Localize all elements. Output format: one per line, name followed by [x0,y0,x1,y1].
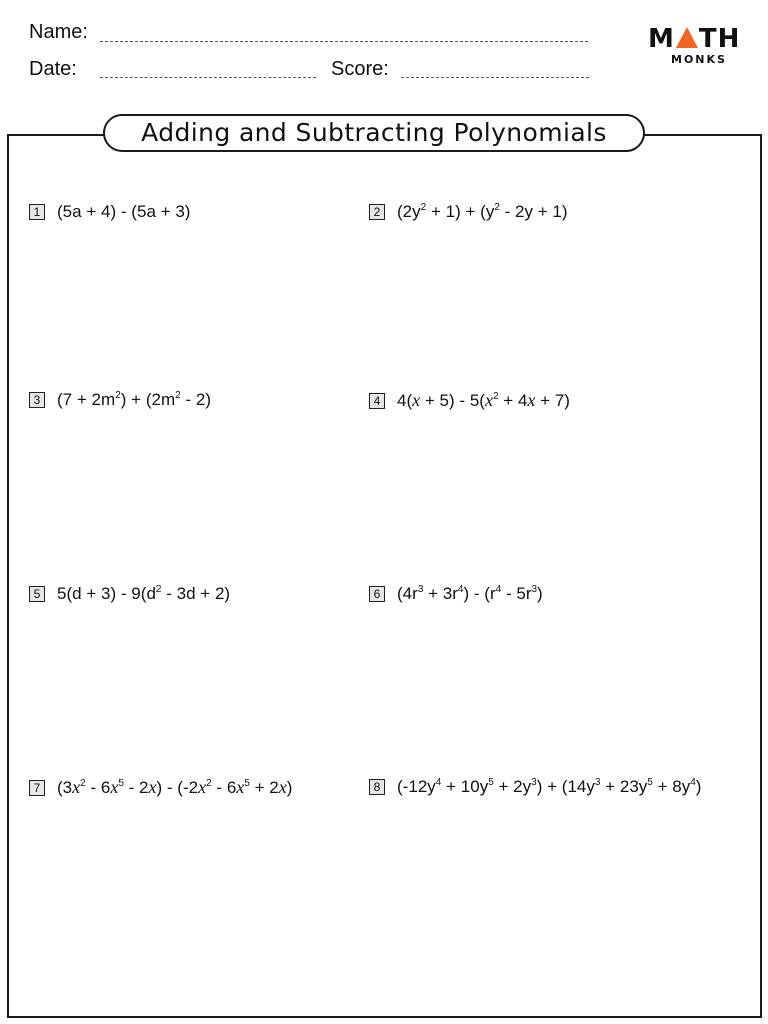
score-label: Score: [331,58,389,80]
problem-expression: $(2y^2 + 1) + (y^2 - 2y + 1)$ [397,202,568,221]
problem-expression: $5(d + 3) - 9(d^2 - 3d + 2)$ [57,584,231,603]
problem-expression: (5a + 4) - (5a + 3) [57,202,191,221]
problem-expression: $(-12y^4 + 10y^5 + 2y^3) + (14y^3 + 23y^5 + 8y^4)$ [397,777,702,796]
math-monks-logo [640,24,740,74]
triangle-icon [676,27,698,48]
problem-expression: $(4r^3 + 3r^4) - (r^4 - 5r^3)$ [397,584,543,603]
worksheet-title: Adding and Subtracting Polynomials [103,114,645,152]
problem-number: 2 [369,204,385,220]
name-label: Name: [29,21,88,43]
problem-2 [369,201,568,223]
worksheet-frame [7,134,762,1018]
problem-6 [369,583,543,605]
problem-3 [29,389,211,411]
logo-letter-t: T [698,24,718,54]
date-label: Date: [29,58,77,80]
problem-expression: $4(x + 5) - 5(x^2 + 4x + 7)$ [397,390,570,410]
problem-number: 7 [29,780,45,796]
logo-wordmark [648,24,740,54]
date-field[interactable] [100,77,316,78]
logo-letter-h: H [717,24,741,54]
problem-8 [369,776,701,798]
problem-7 [29,776,292,799]
problem-expression: $(3x^2 - 6x^5 - 2x) - (-2x^2 - 6x^5 + 2x)$ [57,777,293,797]
problem-4 [369,389,570,412]
logo-letter-m: M [648,24,675,54]
problem-number: 5 [29,586,45,602]
problem-number: 8 [369,779,385,795]
problem-1 [29,201,190,223]
problem-number: 1 [29,204,45,220]
problem-5 [29,583,230,605]
score-field[interactable] [401,77,589,78]
problem-number: 4 [369,393,385,409]
logo-subtitle: MONKS [671,53,727,66]
name-field[interactable] [100,41,588,42]
problem-number: 3 [29,392,45,408]
problem-number: 6 [369,586,385,602]
problem-expression: $(7 + 2m^2) + (2m^2 - 2)$ [57,390,211,409]
